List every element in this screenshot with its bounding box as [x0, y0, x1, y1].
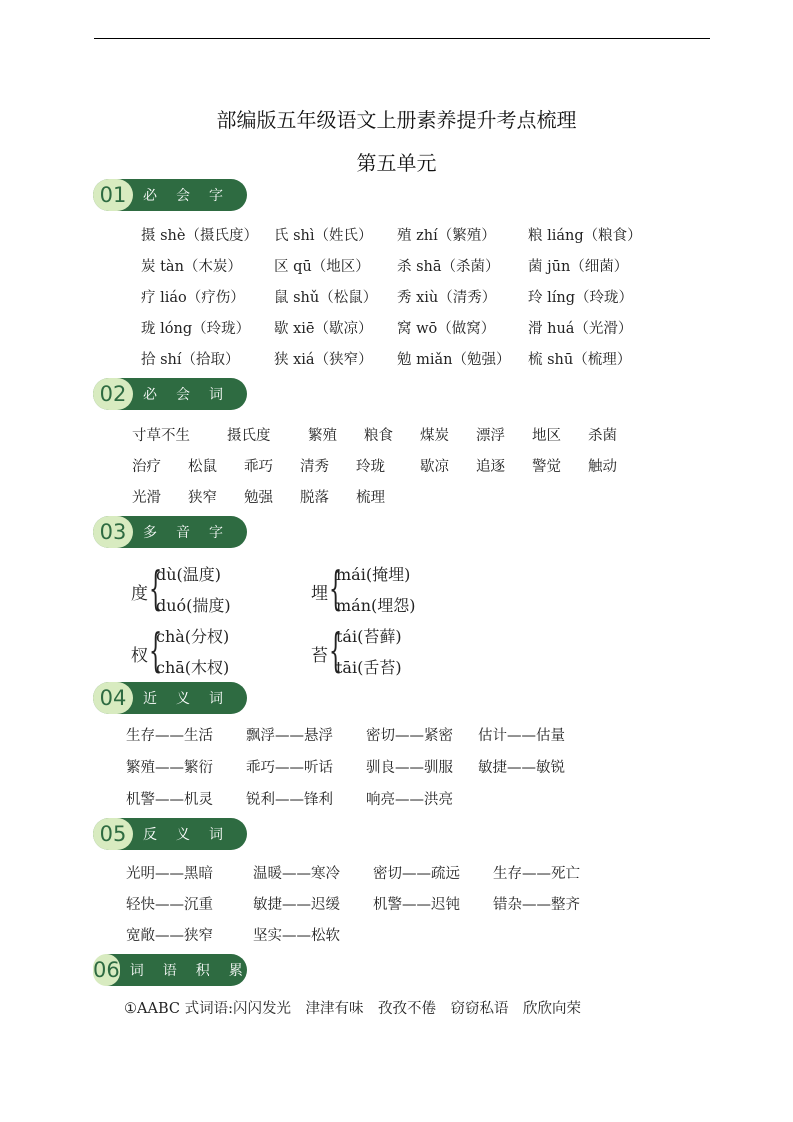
polyphone-char: 埋	[311, 584, 328, 604]
polyphone-reading: chā(木杈)	[156, 658, 230, 677]
section-number: 05	[93, 818, 133, 850]
synonym-pair: 驯良——驯服	[366, 760, 453, 776]
brace: {	[329, 561, 343, 615]
word-entry: 触动	[588, 459, 617, 475]
word-entry: 治疗	[132, 459, 161, 475]
character-entry: 区 qū（地区）	[274, 259, 370, 275]
section-label: 必会词	[143, 387, 242, 403]
character-entry: 粮 liáng（粮食）	[528, 228, 642, 244]
word-entry: 乖巧	[244, 459, 273, 475]
section-number: 03	[93, 516, 133, 548]
polyphone-reading: tāi(舌苔)	[336, 658, 402, 677]
word-entry: 警觉	[532, 459, 561, 475]
word-entry: 杀菌	[588, 428, 617, 444]
character-entry: 拾 shí（拾取）	[141, 352, 240, 368]
polyphone-reading: mán(埋怨)	[336, 596, 416, 615]
document-title: 部编版五年级语文上册素养提升考点梳理	[216, 108, 577, 132]
polyphone-reading: duó(揣度)	[156, 596, 231, 615]
section-badge-accumulation	[93, 954, 262, 986]
word-entry: 松鼠	[188, 459, 217, 475]
character-entry: 疗 liáo（疗伤）	[141, 290, 245, 306]
accumulation-line: ①AABC 式词语:闪闪发光 津津有味 孜孜不倦 窃窃私语 欣欣向荣	[124, 1001, 581, 1017]
character-entry: 殖 zhí（繁殖）	[397, 228, 496, 244]
section-label: 词语积累	[129, 963, 262, 979]
word-entry: 粮食	[364, 428, 393, 444]
word-entry: 狭窄	[188, 490, 217, 506]
synonym-pair: 估计——估量	[478, 728, 565, 744]
antonym-pair: 密切——疏远	[373, 866, 460, 882]
word-entry: 繁殖	[308, 428, 337, 444]
antonym-pair: 光明——黑暗	[126, 866, 213, 882]
character-entry: 摄 shè（摄氏度）	[141, 228, 258, 244]
antonym-pair: 错杂——整齐	[493, 897, 580, 913]
section-number: 02	[93, 378, 133, 410]
word-entry: 追逐	[476, 459, 505, 475]
section-number: 01	[93, 179, 133, 211]
character-entry: 狭 xiá（狭窄）	[274, 352, 373, 368]
character-entry: 秀 xiù（清秀）	[397, 290, 497, 306]
brace: {	[329, 623, 343, 677]
polyphone-reading: chà(分杈)	[156, 627, 230, 646]
word-entry: 歇凉	[420, 459, 449, 475]
synonym-pair: 乖巧——听话	[246, 760, 333, 776]
character-entry: 歇 xiē（歇凉）	[274, 321, 373, 337]
section-number: 04	[93, 682, 133, 714]
polyphone-char: 杈	[131, 646, 148, 666]
word-entry: 寸草不生	[132, 428, 190, 444]
section-label: 近义词	[143, 691, 242, 707]
section-label: 反义词	[143, 827, 242, 843]
character-entry: 勉 miǎn（勉强）	[397, 352, 511, 368]
word-entry: 勉强	[244, 490, 273, 506]
character-entry: 菌 jūn（细菌）	[528, 259, 629, 275]
synonym-pair: 繁殖——繁衍	[126, 760, 213, 776]
brace: {	[149, 623, 163, 677]
antonym-pair: 轻快——沉重	[126, 897, 213, 913]
character-entry: 杀 shā（杀菌）	[397, 259, 500, 275]
polyphone-reading: mái(掩埋)	[336, 565, 411, 584]
brace: {	[149, 561, 163, 615]
polyphone-char: 苔	[311, 646, 328, 666]
synonym-pair: 敏捷——敏锐	[478, 760, 565, 776]
antonym-pair: 宽敞——狭窄	[126, 928, 213, 944]
word-entry: 脱落	[300, 490, 329, 506]
section-number: 06	[93, 954, 120, 986]
character-entry: 窝 wō（做窝）	[397, 321, 496, 337]
character-entry: 梳 shū（梳理）	[528, 352, 632, 368]
antonym-pair: 温暖——寒冷	[253, 866, 340, 882]
character-entry: 鼠 shǔ（松鼠）	[274, 290, 378, 306]
antonym-pair: 坚实——松软	[253, 928, 340, 944]
antonym-pair: 机警——迟钝	[373, 897, 460, 913]
synonym-pair: 机警——机灵	[126, 792, 213, 808]
unit-title: 第五单元	[356, 151, 437, 175]
header-rule	[94, 38, 710, 39]
antonym-pair: 生存——死亡	[493, 866, 580, 882]
section-badge-words	[93, 378, 247, 410]
synonym-pair: 生存——生活	[126, 728, 213, 744]
word-entry: 玲珑	[356, 459, 385, 475]
character-entry: 炭 tàn（木炭）	[141, 259, 242, 275]
section-badge-characters	[93, 179, 247, 211]
word-entry: 摄氏度	[227, 428, 271, 444]
section-badge-polyphones	[93, 516, 247, 548]
polyphone-reading: dù(温度)	[156, 565, 222, 584]
word-entry: 煤炭	[420, 428, 449, 444]
word-entry: 地区	[532, 428, 561, 444]
synonym-pair: 飘浮——悬浮	[246, 728, 333, 744]
character-entry: 玲 líng（玲珑）	[528, 290, 634, 306]
section-label: 必会字	[143, 188, 242, 204]
word-entry: 漂浮	[476, 428, 505, 444]
character-entry: 珑 lóng（玲珑）	[141, 321, 251, 337]
synonym-pair: 响亮——洪亮	[366, 792, 453, 808]
antonym-pair: 敏捷——迟缓	[253, 897, 340, 913]
synonym-pair: 密切——紧密	[366, 728, 453, 744]
polyphone-reading: tái(苔藓)	[336, 627, 402, 646]
word-entry: 光滑	[132, 490, 161, 506]
section-badge-antonyms	[93, 818, 247, 850]
word-entry: 梳理	[356, 490, 385, 506]
character-entry: 滑 huá（光滑）	[528, 321, 633, 337]
word-entry: 清秀	[300, 459, 329, 475]
synonym-pair: 锐利——锋利	[246, 792, 333, 808]
section-label: 多音字	[143, 525, 242, 541]
section-badge-synonyms	[93, 682, 247, 714]
character-entry: 氏 shì（姓氏）	[274, 228, 373, 244]
polyphone-char: 度	[131, 584, 148, 604]
